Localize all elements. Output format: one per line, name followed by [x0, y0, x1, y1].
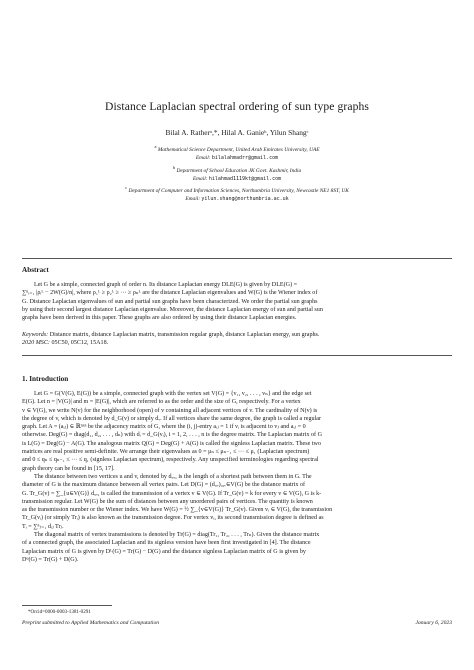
- orcid-footnote: *Orcid=0000-0003-1381-0291: [28, 609, 91, 615]
- email-address[interactable]: yilun.shang@northumbria.ac.uk: [201, 195, 289, 202]
- email-label: Email:: [195, 154, 211, 161]
- intro-line: The diagonal matrix of vertex transmissions is denoted by Tr(G) = diag(Tr₁, Tr₂, . . . , Trₙ). Given the distance matrix: [34, 532, 320, 539]
- intro-line: Dᵠ(G) = Tr(G) + D(G).: [22, 556, 79, 563]
- page-footer: [22, 620, 452, 626]
- intro-line: is L(G) = Deg(G) − A(G). The analogous matrix Q(G) = Deg(G) + A(G) is called the signless Laplacian matrix. These two: [22, 440, 322, 447]
- affiliation-mark: a: [154, 144, 157, 149]
- affiliation-a: [40, 143, 434, 162]
- intro-line: as the transmission number or the Wiener index. We have W(G) = ½ ∑_{v∈V(G)} Tr_G(v). Given vᵢ ∈ V(G), the transmission: [22, 507, 333, 514]
- submission-date: January 6, 2023: [415, 620, 452, 626]
- intro-line: Tr_G(vᵢ) (or simply Trᵢ) is also known as the transmission degree. For vertex vᵢ, its second transmission degree is defined as: [22, 515, 324, 522]
- intro-line: v ∈ V(G), we write N(v) for the neighborhood (open) of v containing all adjacent vertices of v. The cardinality of N(v) is: [22, 407, 318, 414]
- abstract-bottom-rule: [22, 355, 452, 356]
- intro-line: the degree of v, which is denoted by d_G(v) or simply dᵥ. If all vertices share the same degree, the graph is called a regular: [22, 415, 322, 422]
- intro-line: and 0 ≤ qₙ ≤ qₙ₋₁ ≤ ··· ≤ q₁ (signless Laplacian spectrum), respectively. Any unspecified terminologies regarding spectral: [22, 457, 319, 464]
- keywords-block: [22, 331, 452, 348]
- abstract-body: [22, 281, 452, 322]
- intro-line: diameter of G is the maximum distance between all vertex pairs. Let D(G) = (dᵤᵥ)ᵤ,ᵥ∈V(G) be the distance matrix of: [22, 482, 306, 489]
- affiliation-mark: c: [125, 185, 128, 190]
- intro-line: otherwise. Deg(G) = diag(d₁, d₂, . . . , dₙ) with dᵢ = d_G(vᵢ), i = 1, 2, . . . , n is the degree matrix. The Laplacian matrix of G: [22, 432, 322, 439]
- affiliation-name: Department of Computer and Information Sciences, Northumbria University, Newcastle NE1 8ST, UK: [128, 187, 349, 194]
- intro-line: G. Tr_G(v) = ∑_{u∈V(G)} dᵤᵥ, is called the transmission of a vertex v ∈ V(G). If Tr_G(v) = k for every v ∈ V(G), G is k-: [22, 490, 322, 497]
- intro-line: Let G = G(V(G), E(G)) be a simple, connected graph with the vertex set V(G) = {v₁, v₂, . . . , vₙ} and the edge set: [34, 391, 312, 397]
- keywords-label: Keywords:: [22, 332, 49, 338]
- paper-title: Distance Laplacian spectral ordering of sun type graphs: [104, 100, 369, 113]
- affiliation-name: Mathematical Science Department, United Arab Emirates University, UAE: [157, 146, 320, 153]
- intro-line: The distance between two vertices u and v, denoted by dᵤᵥ, is the length of a shortest path between them in G. The: [34, 473, 312, 480]
- affiliation-b: [40, 164, 434, 183]
- footnote-rule: [22, 605, 112, 606]
- intro-line: graph. Let A = (aᵢⱼ) ∈ ℝⁿˣⁿ be the adjacency matrix of G, where the (i, j)-entry aᵢⱼ = 1 if vᵢ is adjacent to vⱼ and aᵢⱼ = 0: [22, 424, 306, 431]
- intro-line: E(G). Let n = |V(G)| and m = |E(G)|, which are referred to as the order and the size of G, respectively. For a vertex: [22, 399, 301, 406]
- msc-codes: 05C50, 05C12, 15A18.: [51, 340, 109, 347]
- email-label: Email:: [185, 195, 200, 202]
- abstract-top-rule: [22, 258, 452, 259]
- abstract-line: ∑ⁿᵢ₌₁ |ρᵢᴸ − 2W(G)/n|, where ρ₁ᴸ ≥ ρ₂ᴸ ≥ ··· ≥ ρₙᴸ are the distance Laplacian eigenvalues and W(G) is the Wiener index of: [22, 290, 318, 297]
- intro-line: Laplacian matrix of G is given by Dᴸ(G) = Tr(G) − D(G) and the distance signless Laplacian matrix of G is given by: [22, 548, 306, 555]
- msc-label: 2020 MSC:: [22, 340, 50, 347]
- keywords-text: Distance matrix, distance Laplacian matrix, transmission regular graph, distance Laplacian energy, sun graphs.: [49, 332, 320, 338]
- abstract-line: by using their second largest distance Laplacian eigenvalue. Moreover, the distance Laplacian energy of sun and partial sun: [22, 306, 323, 313]
- intro-line: Tᵢ = ∑ⁿⱼ₌₁ dᵢⱼ Trⱼ.: [22, 523, 64, 530]
- intro-line: matrices are real positive semi-definite. We arrange their eigenvalues as 0 = μₙ ≤ μₙ₋₁ ≤ ··· ≤ μ₁ (Laplacian spectrum): [22, 449, 310, 456]
- affiliation-c: [40, 184, 434, 203]
- email-address[interactable]: hilahmad1119kt@gmail.com: [208, 175, 282, 182]
- abstract-heading: Abstract: [22, 266, 49, 274]
- author-list: Bilal A. Ratherᵃ,*, Hilal A. Ganieᵇ, Yilun Shangᶜ: [165, 128, 309, 137]
- section-heading-introduction: 1. Introduction: [22, 375, 69, 383]
- email-address[interactable]: bilalahmadrr@gmail.com: [211, 154, 279, 161]
- abstract-line: Let G be a simple, connected graph of order n. Its distance Laplacian energy DLE(G) is given by DLE(G) =: [34, 282, 298, 288]
- intro-line: transmission regular. Let W(G) be the sum of distances between any unordered pairs of vertices. The quantity is known: [22, 498, 313, 505]
- intro-line: graph theory can be found in [15, 17].: [22, 465, 115, 472]
- intro-line: of a connected graph, the associated Laplacian and its signless version have been first investigated in [4]. The distance: [22, 540, 311, 547]
- email-label: Email:: [192, 175, 208, 182]
- introduction-body: [22, 390, 452, 564]
- journal-note: Preprint submitted to Applied Mathematics and Computation: [22, 620, 160, 626]
- affiliation-name: Department of School Education JK Govt. Kashmir, India: [176, 167, 302, 174]
- abstract-line: graphs have been derived in this paper. These graphs are also ordered by using their distance Laplacian energies.: [22, 315, 297, 322]
- abstract-line: G. Distance Laplacian eigenvalues of sun and partial sun graphs have been characterized. We order the partial sun graphs: [22, 298, 318, 305]
- affiliation-mark: b: [172, 165, 176, 170]
